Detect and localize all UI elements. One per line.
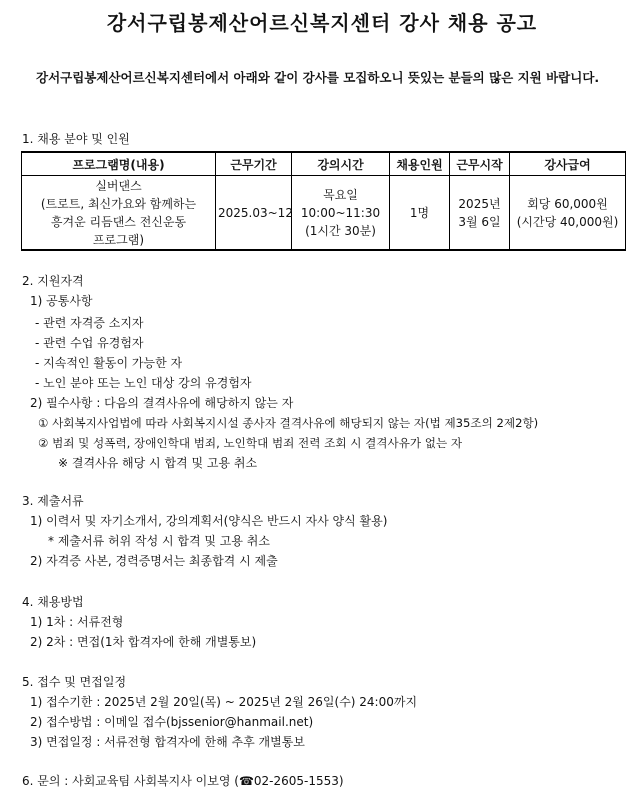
- required-item: ② 범죄 및 성폭력, 장애인학대 범죄, 노인학대 범죄 전력 조회 시 결격사유가 없는 자: [38, 436, 463, 450]
- header-time: 강의시간: [292, 152, 390, 176]
- table-row: [22, 176, 626, 251]
- section-4-heading: 4. 채용방법: [22, 595, 84, 609]
- cell-start: [450, 176, 510, 251]
- cell-time: [292, 176, 390, 251]
- method-item-2: 2) 2차 : 면접(1차 합격자에 한해 개별통보): [30, 635, 257, 649]
- start-line: 2025년: [458, 196, 501, 211]
- hiring-table: [21, 151, 626, 251]
- header-start: 근무시작: [450, 152, 510, 176]
- common-item: - 노인 분야 또는 노인 대상 강의 유경험자: [35, 376, 252, 390]
- intro-paragraph: 강서구립봉제산어르신복지센터에서 아래와 같이 강사를 모집하오니 뜻있는 분들의 많은 지원 바랍니다.: [36, 70, 600, 85]
- required-item: ① 사회복지사업법에 따라 사회복지시설 종사자 결격사유에 해당되지 않는 자(법 제35조의 2제2항): [38, 416, 539, 430]
- program-line: 흥겨운 리듬댄스 전신운동: [50, 214, 187, 229]
- pay-line: 회당 60,000원: [527, 196, 608, 211]
- method-item-1: 1) 1차 : 서류전형: [30, 615, 124, 629]
- time-line: 목요일: [323, 187, 358, 202]
- header-pay: 강사급여: [510, 152, 626, 176]
- schedule-item-2: 2) 접수방법 : 이메일 접수(bjssenior@hanmail.net): [30, 715, 314, 729]
- section-5-heading: 5. 접수 및 면접일정: [22, 675, 127, 689]
- common-item: - 관련 자격증 소지자: [35, 316, 144, 330]
- common-item: - 지속적인 활동이 가능한 자: [35, 356, 183, 370]
- table-header-row: [22, 152, 626, 176]
- pay-line: (시간당 40,000원): [516, 214, 619, 229]
- program-line: 실버댄스: [95, 178, 142, 193]
- schedule-item-3: 3) 면접일정 : 서류전형 합격자에 한해 추후 개별통보: [30, 735, 305, 749]
- documents-item-1: 1) 이력서 및 자기소개서, 강의계획서(양식은 반드시 자사 양식 활용): [30, 514, 388, 528]
- time-line: (1시간 30분): [305, 223, 376, 238]
- required-heading: 2) 필수사항 : 다음의 결격사유에 해당하지 않는 자: [30, 396, 294, 410]
- page-title: 강서구립봉제산어르신복지센터 강사 채용 공고: [106, 11, 538, 35]
- cell-pay: [510, 176, 626, 251]
- cell-period: 2025.03~12: [216, 176, 292, 251]
- section-2-heading: 2. 지원자격: [22, 274, 84, 288]
- schedule-item-1: 1) 접수기한 : 2025년 2월 20일(목) ~ 2025년 2월 26일(수) 24:00까지: [30, 695, 418, 709]
- documents-item-2: 2) 자격증 사본, 경력증명서는 최종합격 시 제출: [30, 554, 278, 568]
- header-program: 프로그램명(내용): [22, 152, 216, 176]
- common-item: - 관련 수업 유경험자: [35, 336, 144, 350]
- documents-note: * 제출서류 허위 작성 시 합격 및 고용 취소: [48, 534, 270, 548]
- time-line: 10:00~11:30: [300, 205, 381, 220]
- header-count: 채용인원: [390, 152, 450, 176]
- cell-count: 1명: [390, 176, 450, 251]
- section-1-heading: 1. 채용 분야 및 인원: [22, 132, 130, 146]
- cell-program: [22, 176, 216, 251]
- section-3-heading: 3. 제출서류: [22, 494, 84, 508]
- program-line: (트로트, 최신가요와 함께하는: [40, 196, 197, 211]
- start-line: 3월 6일: [458, 214, 501, 229]
- contact-line: 6. 문의 : 사회교육팀 사회복지사 이보영 (☎02-2605-1553): [22, 774, 344, 788]
- disqualification-note: ※ 결격사유 해당 시 합격 및 고용 취소: [58, 456, 258, 470]
- program-line: 프로그램): [92, 232, 145, 247]
- header-period: 근무기간: [216, 152, 292, 176]
- common-heading: 1) 공통사항: [30, 294, 93, 308]
